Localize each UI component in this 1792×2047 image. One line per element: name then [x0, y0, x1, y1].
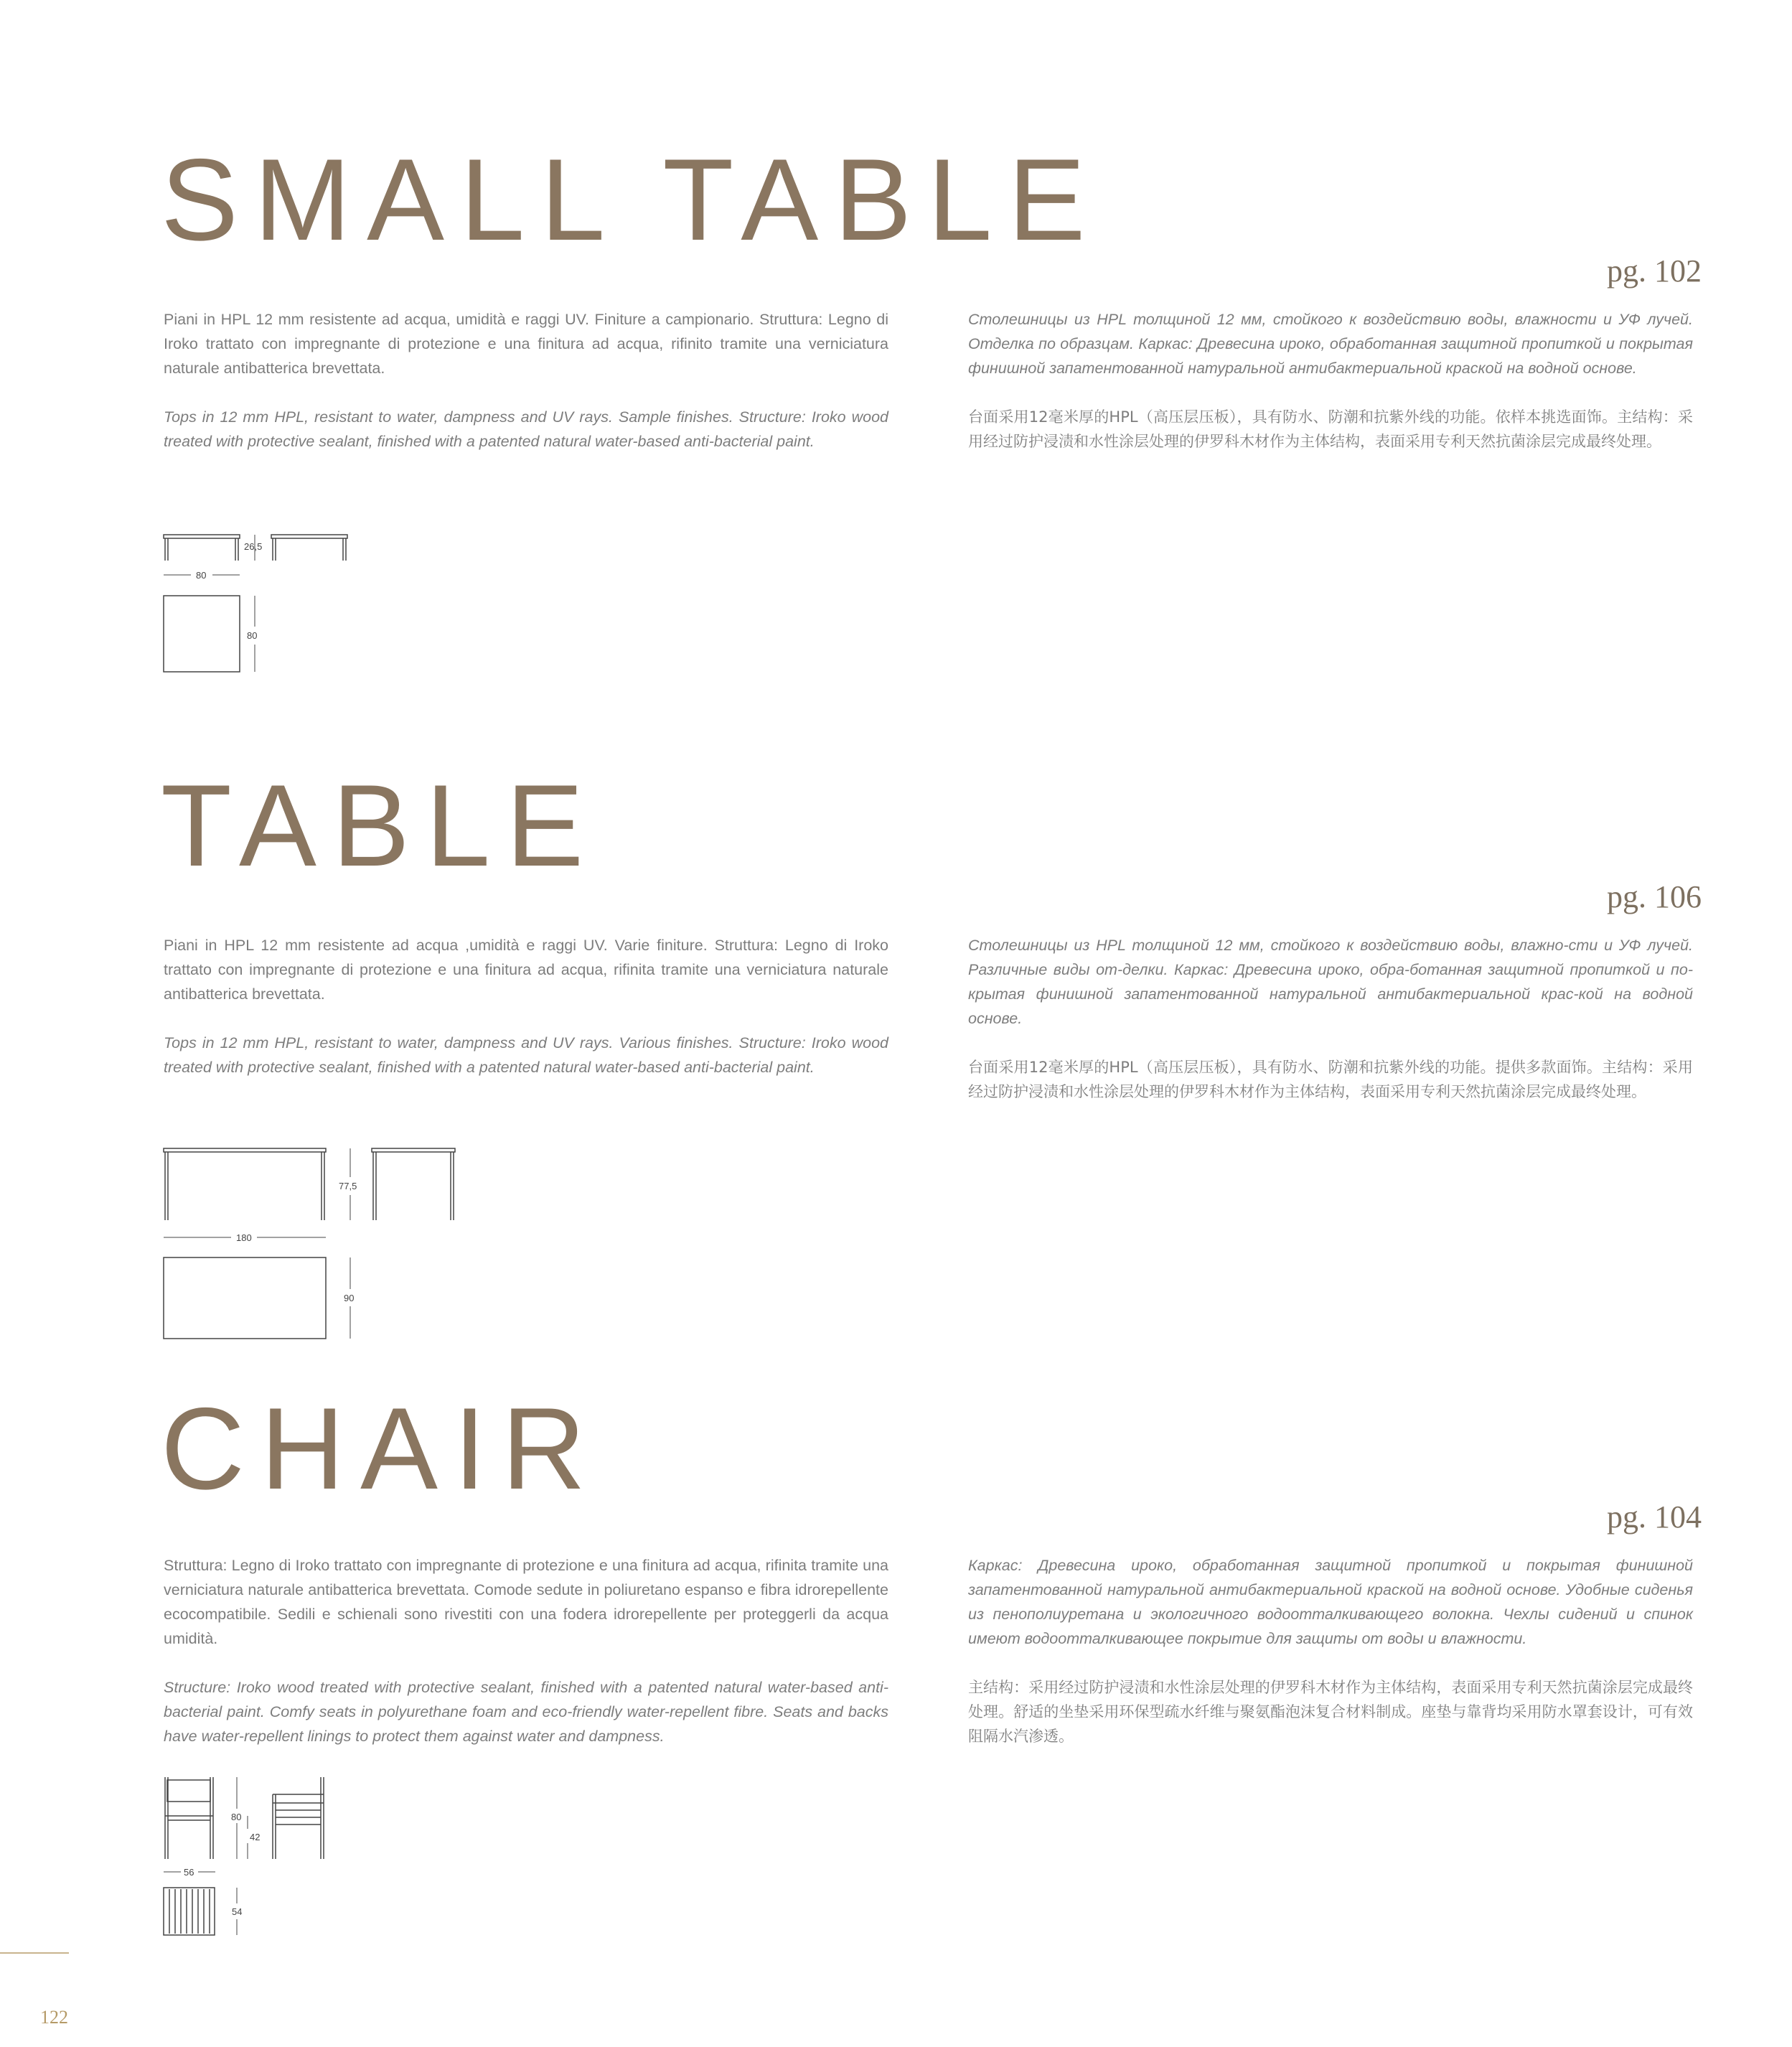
footer-rule — [0, 1952, 69, 1954]
russian-description: Каркас: Древесина ироко, обработанная защитной пропиткой и покрытая финишной запатентованной натуральной антибактериальной краской на водной основе. Удобные сиденья из пенополиуретана и экологичного водоотталкивающего волокна. Чехлы сидений и спинок имеют водоотталкивающее покрытие для защиты от воды и влажности. — [968, 1557, 1693, 1647]
italian-description: Piani in HPL 12 mm resistente ad acqua ,umidità e raggi UV. Varie finiture. Struttura: Legno di Iroko trattato con impregnante di protezione e una finitura ad acqua, rifinita tramite una verniciatura naturale antibatterica brevettata. — [164, 937, 888, 1003]
italian-description: Struttura: Legno di Iroko trattato con impregnante di protezione e una finitura ad acqua, rifinita tramite una verniciatura naturale antibatterica brevettata. Comode sedute in poliuretano espanso e fibra idrorepellente ecocompatibile. Sedili e schienali sono rivestiti con una fodera idrorepellente per proteggerli da acqua umidità. — [164, 1557, 888, 1647]
dim-width-table: 180 — [236, 1232, 252, 1243]
dim-depth-table: 90 — [344, 1293, 355, 1303]
chinese-description: 台面采用12毫米厚的HPL（高压层压板），具有防水、防潮和抗紫外线的功能。提供多款面饰。主结构：采用经过防护浸渍和水性涂层处理的伊罗科木材作为主体结构，表面采用专利天然抗菌涂层完成最终处理。 — [968, 1059, 1693, 1100]
dim-height-chair: 80 — [231, 1812, 242, 1822]
italian-description: Piani in HPL 12 mm resistente ad acqua, umidità e raggi UV. Finiture a campionario. Struttura: Legno di Iroko trattato con impregnante di protezione e una finitura ad acqua, rifinito tramite una verniciatura naturale antibatterica brevettata. — [164, 311, 888, 377]
dim-width-chair: 56 — [184, 1867, 194, 1878]
russian-description: Столешницы из HPL толщиной 12 мм, стойкого к воздействию воды, влажно-сти и УФ лучей. Различные виды от-делки. Каркас: Древесина ироко, обра-ботанная защитной пропиткой и по-крытая финишной запатентованной натуральной антибактериальной крас-кой на водной основе. — [968, 937, 1693, 1027]
russian-description: Столешницы из HPL толщиной 12 мм, стойкого к воздействию воды, влажности и УФ лучей. Отделка по образцам. Каркас: Древесина ироко, обработанная защитной пропиткой и покрытая финишной запатентованной натуральной антибактериальной краской на водной основе. — [968, 311, 1693, 377]
page-ref-chair: pg. 104 — [1607, 1499, 1702, 1535]
english-description: Structure: Iroko wood treated with protective sealant, finished with a patented natural water-based anti-bacterial paint. Comfy seats in polyurethane foam and eco-friendly water-repellent fibre. Seats and backs have water-repellent linings to protect them against water and dampness. — [164, 1679, 888, 1745]
page-number: 122 — [40, 2007, 68, 2028]
dim-width-small-table: 80 — [196, 570, 207, 581]
section-title-small-table: SMALL TABLE — [161, 135, 1102, 265]
dim-depth-chair: 54 — [232, 1906, 243, 1917]
page-ref-small-table: pg. 102 — [1607, 253, 1702, 289]
chinese-description: 台面采用12毫米厚的HPL（高压层压板），具有防水、防潮和抗紫外线的功能。依样本挑选面饰。主结构：采用经过防护浸渍和水性涂层处理的伊罗科木材作为主体结构，表面采用专利天然抗菌涂层完成最终处理。 — [968, 408, 1693, 450]
dim-seat-height-chair: 42 — [250, 1832, 261, 1842]
page-ref-table: pg. 106 — [1607, 879, 1702, 914]
english-description: Tops in 12 mm HPL, resistant to water, dampness and UV rays. Sample finishes. Structure: Iroko wood treated with protective sealant, finished with a patented natural water-based anti-bacterial paint. — [164, 408, 888, 450]
section-title-chair: CHAIR — [161, 1384, 602, 1514]
section-title-table: TABLE — [161, 761, 600, 891]
english-description: Tops in 12 mm HPL, resistant to water, dampness and UV rays. Various finishes. Structure: Iroko wood treated with protective sealant, finished with a patented natural water-based anti-bacterial paint. — [164, 1034, 888, 1076]
dim-height-table: 77,5 — [339, 1181, 357, 1191]
chinese-description: 主结构：采用经过防护浸渍和水性涂层处理的伊罗科木材作为主体结构，表面采用专利天然抗菌涂层完成最终处理。舒适的坐垫采用环保型疏水纤维与聚氨酯泡沫复合材料制成。座垫与靠背均采用防水罩套设计，可有效阻隔水汽渗透。 — [968, 1679, 1693, 1745]
dim-depth-small-table: 80 — [247, 630, 258, 641]
dim-height-small-table: 26,5 — [244, 541, 263, 552]
